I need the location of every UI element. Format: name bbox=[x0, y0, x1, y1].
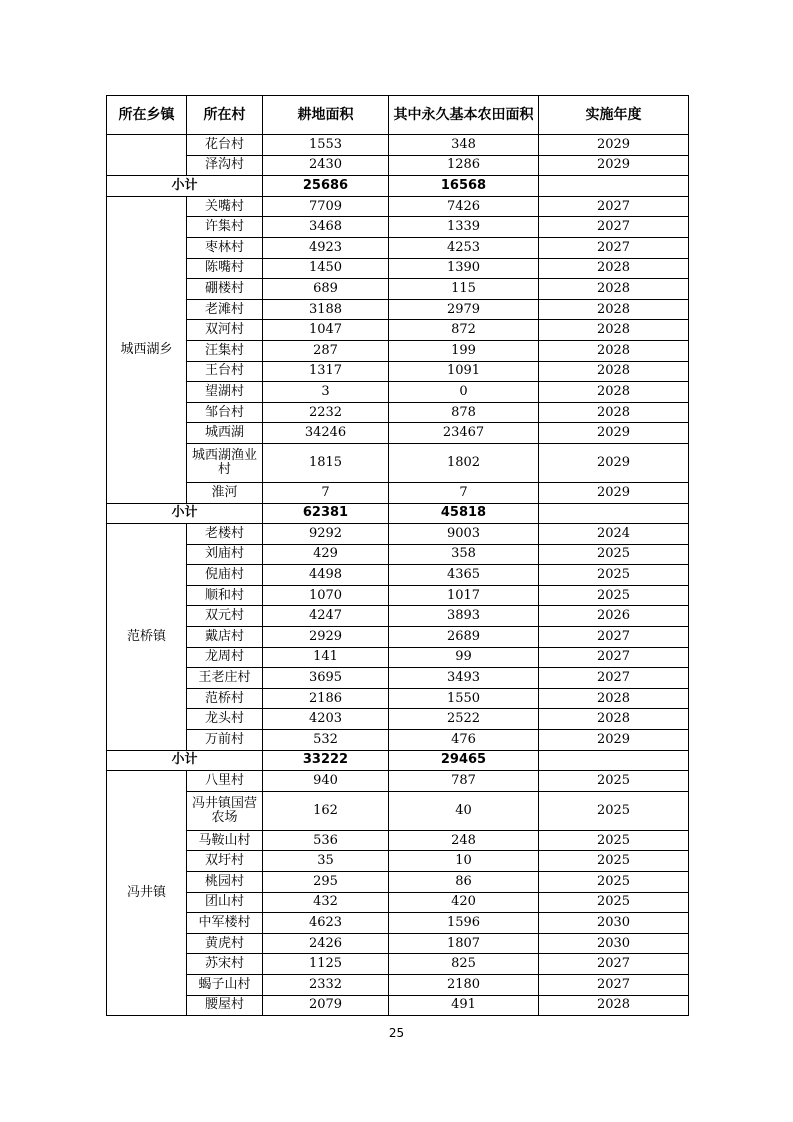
table-row bbox=[107, 237, 689, 258]
farmland-area-cell: 141 bbox=[263, 647, 389, 668]
subtotal-farmland-area: 33222 bbox=[263, 750, 389, 771]
farmland-area-cell: 3188 bbox=[263, 299, 389, 320]
village-cell: 淮河 bbox=[187, 482, 263, 503]
year-cell: 2030 bbox=[539, 933, 689, 954]
village-cell: 老滩村 bbox=[187, 299, 263, 320]
farmland-area-cell: 1553 bbox=[263, 135, 389, 156]
year-cell: 2027 bbox=[539, 974, 689, 995]
table-row bbox=[107, 606, 689, 627]
village-cell: 黄虎村 bbox=[187, 933, 263, 954]
village-cell: 顺和村 bbox=[187, 585, 263, 606]
year-cell: 2027 bbox=[539, 668, 689, 689]
basic-farmland-cell: 491 bbox=[389, 995, 539, 1016]
farmland-area-cell: 7 bbox=[263, 482, 389, 503]
basic-farmland-cell: 1550 bbox=[389, 688, 539, 709]
farmland-area-cell: 2332 bbox=[263, 974, 389, 995]
village-cell: 陈嘴村 bbox=[187, 258, 263, 279]
table-row bbox=[107, 954, 689, 975]
year-cell: 2025 bbox=[539, 892, 689, 913]
village-cell: 龙周村 bbox=[187, 647, 263, 668]
basic-farmland-cell: 4253 bbox=[389, 237, 539, 258]
year-cell: 2028 bbox=[539, 382, 689, 403]
year-cell: 2029 bbox=[539, 155, 689, 176]
farmland-area-cell: 2186 bbox=[263, 688, 389, 709]
village-cell: 马鞍山村 bbox=[187, 830, 263, 851]
table-row bbox=[107, 995, 689, 1016]
farmland-area-cell: 2426 bbox=[263, 933, 389, 954]
table-row bbox=[107, 299, 689, 320]
year-cell: 2027 bbox=[539, 217, 689, 238]
farmland-area-cell: 1815 bbox=[263, 443, 389, 482]
village-cell: 双圩村 bbox=[187, 851, 263, 872]
basic-farmland-cell: 348 bbox=[389, 135, 539, 156]
basic-farmland-cell: 1286 bbox=[389, 155, 539, 176]
village-cell: 范桥村 bbox=[187, 688, 263, 709]
basic-farmland-cell: 3893 bbox=[389, 606, 539, 627]
town-cell: 城西湖乡 bbox=[107, 196, 187, 503]
year-cell: 2027 bbox=[539, 196, 689, 217]
farmland-area-cell: 3468 bbox=[263, 217, 389, 238]
basic-farmland-cell: 2979 bbox=[389, 299, 539, 320]
basic-farmland-cell: 3493 bbox=[389, 668, 539, 689]
village-cell: 苏宋村 bbox=[187, 954, 263, 975]
basic-farmland-cell: 1807 bbox=[389, 933, 539, 954]
year-cell: 2029 bbox=[539, 423, 689, 444]
year-cell: 2025 bbox=[539, 791, 689, 830]
subtotal-label: 小计 bbox=[107, 176, 263, 197]
year-cell: 2026 bbox=[539, 606, 689, 627]
basic-farmland-cell: 99 bbox=[389, 647, 539, 668]
farmland-area-cell: 536 bbox=[263, 830, 389, 851]
table-row bbox=[107, 382, 689, 403]
year-cell: 2028 bbox=[539, 299, 689, 320]
farmland-area-cell: 1070 bbox=[263, 585, 389, 606]
table-row bbox=[107, 320, 689, 341]
farmland-area-cell: 3695 bbox=[263, 668, 389, 689]
village-cell: 邹台村 bbox=[187, 402, 263, 423]
year-cell: 2025 bbox=[539, 565, 689, 586]
basic-farmland-cell: 1339 bbox=[389, 217, 539, 238]
table-header-row bbox=[107, 96, 689, 135]
farmland-area-cell: 532 bbox=[263, 730, 389, 751]
farmland-area-cell: 689 bbox=[263, 279, 389, 300]
village-cell: 望湖村 bbox=[187, 382, 263, 403]
table-row bbox=[107, 482, 689, 503]
farmland-area-cell: 1317 bbox=[263, 361, 389, 382]
table-row bbox=[107, 872, 689, 893]
basic-farmland-cell: 1390 bbox=[389, 258, 539, 279]
table-row bbox=[107, 565, 689, 586]
basic-farmland-cell: 4365 bbox=[389, 565, 539, 586]
year-cell: 2030 bbox=[539, 913, 689, 934]
year-cell: 2028 bbox=[539, 279, 689, 300]
table-row bbox=[107, 913, 689, 934]
farmland-area-cell: 1047 bbox=[263, 320, 389, 341]
village-cell: 枣林村 bbox=[187, 237, 263, 258]
village-cell: 关嘴村 bbox=[187, 196, 263, 217]
village-cell: 团山村 bbox=[187, 892, 263, 913]
village-cell: 蝎子山村 bbox=[187, 974, 263, 995]
subtotal-label: 小计 bbox=[107, 750, 263, 771]
basic-farmland-cell: 2522 bbox=[389, 709, 539, 730]
year-cell: 2025 bbox=[539, 851, 689, 872]
table-row bbox=[107, 585, 689, 606]
year-cell: 2028 bbox=[539, 709, 689, 730]
table-row bbox=[107, 730, 689, 751]
header-village: 所在村 bbox=[187, 96, 263, 135]
table-row bbox=[107, 135, 689, 156]
village-cell: 万前村 bbox=[187, 730, 263, 751]
year-cell: 2029 bbox=[539, 730, 689, 751]
year-cell: 2024 bbox=[539, 524, 689, 545]
village-cell: 双元村 bbox=[187, 606, 263, 627]
table-row bbox=[107, 423, 689, 444]
basic-farmland-cell: 358 bbox=[389, 544, 539, 565]
village-cell: 硼楼村 bbox=[187, 279, 263, 300]
village-cell: 许集村 bbox=[187, 217, 263, 238]
basic-farmland-cell: 0 bbox=[389, 382, 539, 403]
subtotal-row bbox=[107, 176, 689, 197]
farmland-table bbox=[106, 95, 689, 1016]
basic-farmland-cell: 2689 bbox=[389, 627, 539, 648]
village-cell: 泽沟村 bbox=[187, 155, 263, 176]
table-row bbox=[107, 830, 689, 851]
year-cell: 2025 bbox=[539, 830, 689, 851]
table-row bbox=[107, 974, 689, 995]
farmland-area-cell: 35 bbox=[263, 851, 389, 872]
header-implementation-year: 实施年度 bbox=[539, 96, 689, 135]
farmland-area-cell: 287 bbox=[263, 340, 389, 361]
table-row bbox=[107, 627, 689, 648]
subtotal-farmland-area: 25686 bbox=[263, 176, 389, 197]
year-cell: 2029 bbox=[539, 482, 689, 503]
village-cell: 刘庙村 bbox=[187, 544, 263, 565]
year-cell: 2028 bbox=[539, 258, 689, 279]
table-row bbox=[107, 217, 689, 238]
subtotal-label: 小计 bbox=[107, 503, 263, 524]
table-row bbox=[107, 688, 689, 709]
farmland-area-cell: 2079 bbox=[263, 995, 389, 1016]
farmland-area-cell: 1125 bbox=[263, 954, 389, 975]
basic-farmland-cell: 825 bbox=[389, 954, 539, 975]
basic-farmland-cell: 1596 bbox=[389, 913, 539, 934]
table-row bbox=[107, 443, 689, 482]
village-cell: 花台村 bbox=[187, 135, 263, 156]
farmland-area-cell: 432 bbox=[263, 892, 389, 913]
table-row bbox=[107, 647, 689, 668]
basic-farmland-cell: 1017 bbox=[389, 585, 539, 606]
village-cell: 桃园村 bbox=[187, 872, 263, 893]
subtotal-basic-farmland: 45818 bbox=[389, 503, 539, 524]
basic-farmland-cell: 40 bbox=[389, 791, 539, 830]
year-cell: 2028 bbox=[539, 995, 689, 1016]
farmland-area-cell: 34246 bbox=[263, 423, 389, 444]
basic-farmland-cell: 420 bbox=[389, 892, 539, 913]
village-cell: 城西湖 bbox=[187, 423, 263, 444]
basic-farmland-cell: 10 bbox=[389, 851, 539, 872]
year-cell: 2028 bbox=[539, 688, 689, 709]
year-cell: 2029 bbox=[539, 443, 689, 482]
village-cell: 龙头村 bbox=[187, 709, 263, 730]
table-row bbox=[107, 340, 689, 361]
basic-farmland-cell: 199 bbox=[389, 340, 539, 361]
table-row bbox=[107, 279, 689, 300]
farmland-area-cell: 1450 bbox=[263, 258, 389, 279]
farmland-area-cell: 4203 bbox=[263, 709, 389, 730]
town-cell: 冯井镇 bbox=[107, 771, 187, 1016]
year-cell: 2025 bbox=[539, 872, 689, 893]
year-cell: 2028 bbox=[539, 361, 689, 382]
farmland-area-cell: 4623 bbox=[263, 913, 389, 934]
table-row bbox=[107, 524, 689, 545]
year-cell: 2025 bbox=[539, 544, 689, 565]
village-cell: 八里村 bbox=[187, 771, 263, 792]
year-cell: 2025 bbox=[539, 585, 689, 606]
village-cell: 老楼村 bbox=[187, 524, 263, 545]
subtotal-basic-farmland: 16568 bbox=[389, 176, 539, 197]
village-cell: 戴店村 bbox=[187, 627, 263, 648]
basic-farmland-cell: 1091 bbox=[389, 361, 539, 382]
year-cell: 2028 bbox=[539, 402, 689, 423]
year-cell: 2025 bbox=[539, 771, 689, 792]
year-cell: 2029 bbox=[539, 135, 689, 156]
year-cell: 2027 bbox=[539, 627, 689, 648]
subtotal-year-empty bbox=[539, 750, 689, 771]
subtotal-year-empty bbox=[539, 503, 689, 524]
subtotal-year-empty bbox=[539, 176, 689, 197]
table-row bbox=[107, 771, 689, 792]
farmland-area-cell: 940 bbox=[263, 771, 389, 792]
village-cell: 城西湖渔业村 bbox=[187, 443, 263, 482]
table-body bbox=[107, 135, 689, 1016]
farmland-area-cell: 295 bbox=[263, 872, 389, 893]
page-number: 25 bbox=[388, 1026, 405, 1040]
basic-farmland-cell: 878 bbox=[389, 402, 539, 423]
farmland-area-cell: 7709 bbox=[263, 196, 389, 217]
basic-farmland-cell: 872 bbox=[389, 320, 539, 341]
table-row bbox=[107, 851, 689, 872]
subtotal-basic-farmland: 29465 bbox=[389, 750, 539, 771]
table-row bbox=[107, 196, 689, 217]
basic-farmland-cell: 248 bbox=[389, 830, 539, 851]
farmland-area-cell: 2430 bbox=[263, 155, 389, 176]
basic-farmland-cell: 86 bbox=[389, 872, 539, 893]
farmland-area-cell: 9292 bbox=[263, 524, 389, 545]
year-cell: 2027 bbox=[539, 237, 689, 258]
village-cell: 王老庄村 bbox=[187, 668, 263, 689]
basic-farmland-cell: 476 bbox=[389, 730, 539, 751]
basic-farmland-cell: 7 bbox=[389, 482, 539, 503]
table-row bbox=[107, 402, 689, 423]
year-cell: 2027 bbox=[539, 647, 689, 668]
village-cell: 冯井镇国营农场 bbox=[187, 791, 263, 830]
village-cell: 双河村 bbox=[187, 320, 263, 341]
subtotal-row bbox=[107, 750, 689, 771]
year-cell: 2028 bbox=[539, 340, 689, 361]
table-row bbox=[107, 668, 689, 689]
farmland-area-cell: 2929 bbox=[263, 627, 389, 648]
village-cell: 王台村 bbox=[187, 361, 263, 382]
farmland-area-cell: 4498 bbox=[263, 565, 389, 586]
basic-farmland-cell: 115 bbox=[389, 279, 539, 300]
table-row bbox=[107, 361, 689, 382]
year-cell: 2027 bbox=[539, 954, 689, 975]
table-row bbox=[107, 155, 689, 176]
farmland-area-cell: 4923 bbox=[263, 237, 389, 258]
farmland-area-cell: 429 bbox=[263, 544, 389, 565]
basic-farmland-cell: 1802 bbox=[389, 443, 539, 482]
header-basic-farmland-area: 其中永久基本农田面积 bbox=[389, 96, 539, 135]
table-row bbox=[107, 258, 689, 279]
town-cell: 范桥镇 bbox=[107, 524, 187, 751]
farmland-area-cell: 4247 bbox=[263, 606, 389, 627]
header-town: 所在乡镇 bbox=[107, 96, 187, 135]
village-cell: 汪集村 bbox=[187, 340, 263, 361]
village-cell: 腰屋村 bbox=[187, 995, 263, 1016]
table-row bbox=[107, 933, 689, 954]
basic-farmland-cell: 23467 bbox=[389, 423, 539, 444]
farmland-area-cell: 3 bbox=[263, 382, 389, 403]
header-farmland-area: 耕地面积 bbox=[263, 96, 389, 135]
basic-farmland-cell: 7426 bbox=[389, 196, 539, 217]
basic-farmland-cell: 787 bbox=[389, 771, 539, 792]
village-cell: 倪庙村 bbox=[187, 565, 263, 586]
table-row bbox=[107, 892, 689, 913]
farmland-area-cell: 2232 bbox=[263, 402, 389, 423]
table-row bbox=[107, 791, 689, 830]
table-row bbox=[107, 709, 689, 730]
farmland-area-cell: 162 bbox=[263, 791, 389, 830]
village-cell: 中军楼村 bbox=[187, 913, 263, 934]
basic-farmland-cell: 9003 bbox=[389, 524, 539, 545]
year-cell: 2028 bbox=[539, 320, 689, 341]
basic-farmland-cell: 2180 bbox=[389, 974, 539, 995]
subtotal-row bbox=[107, 503, 689, 524]
table-row bbox=[107, 544, 689, 565]
subtotal-farmland-area: 62381 bbox=[263, 503, 389, 524]
town-cell bbox=[107, 135, 187, 176]
